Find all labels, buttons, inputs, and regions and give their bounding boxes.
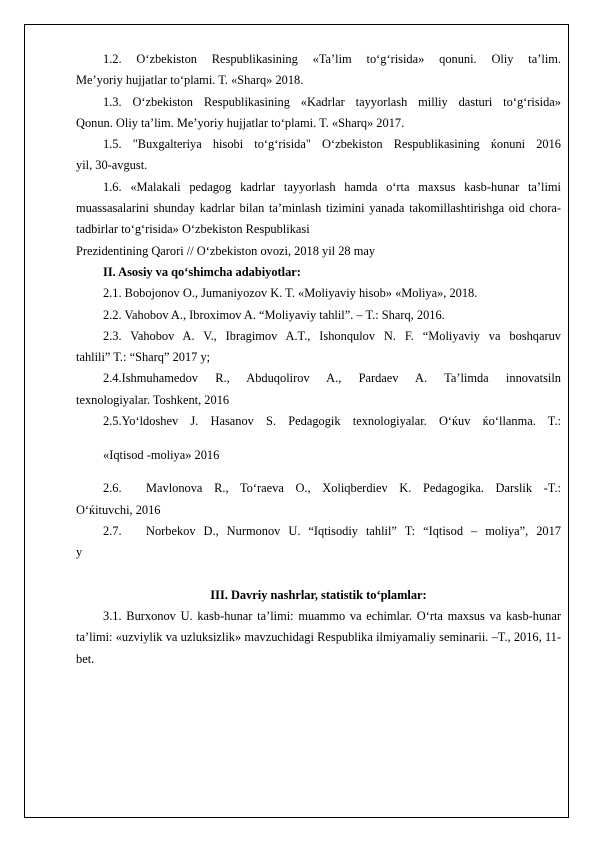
reference-2-5-cont: «Iqtisod -moliya» 2016 (103, 447, 220, 462)
reference-2-6-number: 2.6. (103, 481, 122, 496)
reference-2-4-cont: texnologiyalar. Toshkent, 2016 (76, 392, 230, 407)
reference-1-2: 1.2. O‘zbekiston Respublikasining «Ta’lim to‘g‘risida» qonuni. Oliy ta’lim. (103, 52, 561, 66)
reference-1-6: 1.6. «Malakali pedagog kadrlar tayyorlash hamda o‘rta maxsus kasb-hunar ta’limi muassasalarini shunday kadrlar bilan ta’minlash tizimini yanada takomillashtirishga oid chora-tadbirlar to‘g‘risida» O‘zbekiston Respublikasi (76, 179, 561, 237)
reference-2-1: 2.1. Bobojonov O., Jumaniyozov K. T. «Moliyaviy hisob» «Moliya», 2018. (103, 286, 478, 301)
reference-1-3-cont: Qonun. Oliy ta’lim. Me’yoriy hujjatlar to‘plami. T. «Sharq» 2017. (76, 115, 405, 130)
reference-1-2-cont: Me’yoriy hujjatlar to‘plami. T. «Sharq» 2018. (76, 73, 304, 88)
reference-2-3: 2.3. Vahobov A. V., Ibragimov A.T., Ishonqulov N. F. “Moliyaviy va boshqaruv (103, 328, 561, 343)
reference-2-7-number: 2.7. (103, 524, 122, 539)
reference-2-6-cont: O‘ќituvchi, 2016 (76, 502, 161, 517)
reference-2-4: 2.4.Ishmuhamedov R., Abduqolirov A., Pardaev A. Ta’limda innovatsiln (103, 371, 561, 386)
reference-2-2: 2.2. Vahobov A., Ibroximov A. “Moliyaviy tahlil”. – T.: Sharq, 2016. (103, 307, 445, 322)
reference-3-1: 3.1. Burxonov U. kasb-hunar ta’limi: muammo va echimlar. O‘rta maxsus va kasb-hunar ta’limi: «uzviylik va uzluksizlik» mavzuchidagi Respublika ilmiyamaliy seminarii. –T., 2016, 11-bet. (76, 608, 561, 666)
reference-2-7-text: Norbekov D., Nurmonov U. “Iqtisodiy tahlil” T: “Iqtisod – moliya”, 2017 (146, 524, 561, 539)
reference-1-3: 1.3. O‘zbekiston Respublikasining «Kadrlar tayyorlash milliy dasturi to‘g‘risida» (103, 94, 561, 109)
reference-2-5: 2.5.Yo‘ldoshev J. Hasanov S. Pedagogik texnologiyalar. O‘ќuv ќo‘llanma. T.: (103, 414, 561, 429)
reference-2-6 (76, 478, 561, 499)
reference-2-7-cont: y (76, 545, 83, 560)
reference-1-5: 1.5. "Buxgalteriya hisobi to‘g‘risida" O‘zbekiston Respublikasining ќonuni 2016 (103, 137, 561, 152)
reference-2-7 (76, 521, 561, 542)
section-3-heading: III. Davriy nashrlar, statistik to‘plamlar: (210, 587, 427, 602)
reference-list (76, 49, 561, 670)
reference-2-6-text: Mavlonova R., To‘raeva O., Xoliqberdiev K. Pedagogika. Darslik -T.: (146, 481, 561, 496)
section-2-heading: II. Asosiy va qo‘shimcha adabiyotlar: (103, 264, 301, 279)
reference-2-3-cont: tahlili” T.: “Sharq” 2017 y; (76, 350, 211, 365)
reference-1-5-cont: yil, 30-avgust. (76, 158, 148, 173)
reference-1-6-cont: Prezidentining Qarori // O‘zbekiston ovozi, 2018 yil 28 may (76, 243, 376, 258)
